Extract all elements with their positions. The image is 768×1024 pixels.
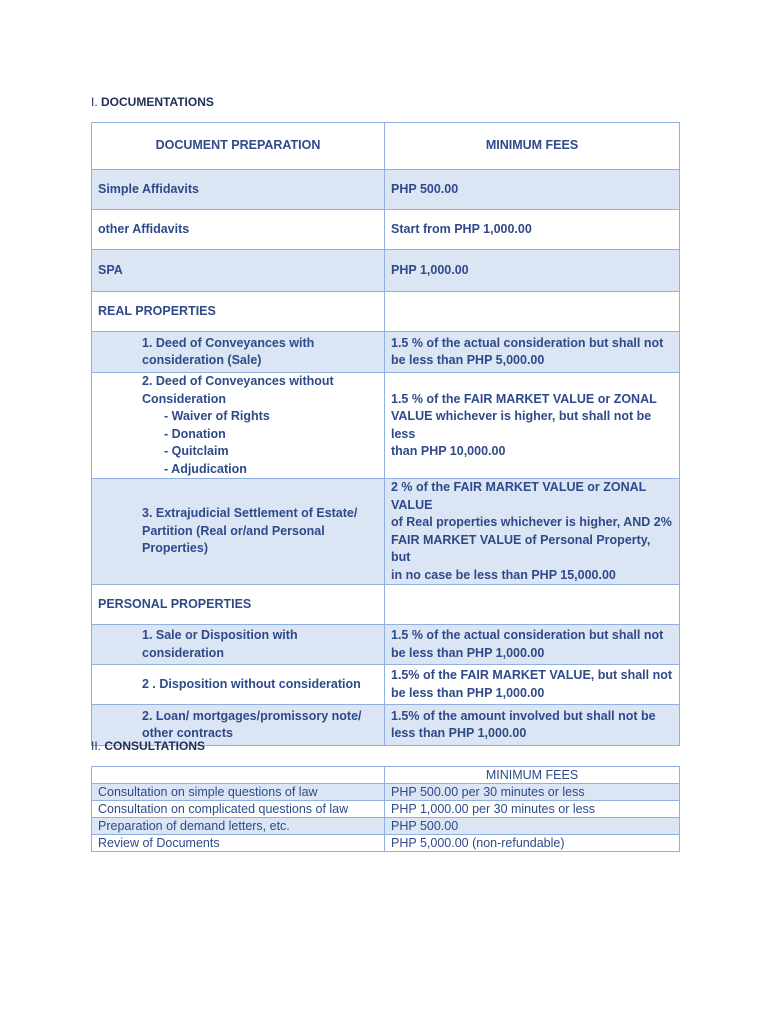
table-row <box>92 665 680 705</box>
fee-line: VALUE whichever is higher, but shall not be less <box>391 409 652 441</box>
label-line: 2. Loan/ mortgages/promissory note/ <box>142 708 362 723</box>
fee-line: 1.5 % of the FAIR MARKET VALUE or ZONAL <box>391 391 657 406</box>
row-label: Consultation on simple questions of law <box>92 784 385 801</box>
row-fee: PHP 500.00 <box>385 818 680 835</box>
sub-item: - Donation <box>164 426 226 441</box>
documentation-fees-table <box>91 122 680 746</box>
row-label: 1. Sale or Disposition with consideration <box>92 625 385 665</box>
row-label: REAL PROPERTIES <box>92 292 385 332</box>
row-fee: PHP 5,000.00 (non-refundable) <box>385 835 680 852</box>
label-line: Partition (Real or/and Personal <box>142 523 325 538</box>
row-fee <box>385 292 680 332</box>
row-label <box>92 479 385 585</box>
consultation-fees-table <box>91 766 680 852</box>
fee-line: in no case be less than PHP 15,000.00 <box>391 567 616 582</box>
section-numeral: I. <box>91 95 98 109</box>
row-fee <box>385 705 680 746</box>
section-title: DOCUMENTATIONS <box>101 95 214 109</box>
table-row <box>92 479 680 585</box>
fee-line: less than PHP 1,000.00 <box>391 726 527 740</box>
row-label: Preparation of demand letters, etc. <box>92 818 385 835</box>
row-label <box>92 332 385 373</box>
table-header-row <box>92 767 680 784</box>
sub-item: - Quitclaim <box>164 444 229 458</box>
table-row <box>92 818 680 835</box>
row-fee: PHP 1,000.00 per 30 minutes or less <box>385 801 680 818</box>
label-line: consideration (Sale) <box>142 353 262 367</box>
row-fee: Start from PHP 1,000.00 <box>385 210 680 250</box>
row-fee: PHP 1,000.00 <box>385 250 680 292</box>
table-header-row <box>92 123 680 170</box>
header-blank <box>92 767 385 784</box>
row-label: Consultation on complicated questions of law <box>92 801 385 818</box>
row-fee <box>385 373 680 479</box>
row-fee: PHP 500.00 <box>385 170 680 210</box>
table-row <box>92 835 680 852</box>
section-title: CONSULTATIONS <box>104 739 206 753</box>
fee-line: of Real properties whichever is higher, AND 2% <box>391 515 672 529</box>
sub-item: - Adjudication <box>164 461 247 476</box>
row-label: SPA <box>92 250 385 292</box>
table-row <box>92 801 680 818</box>
section-numeral: II. <box>91 739 102 753</box>
fee-line: 1.5 % of the actual consideration but shall not <box>391 628 664 642</box>
fee-line: be less than PHP 5,000.00 <box>391 353 545 367</box>
header-minimum-fees: MINIMUM FEES <box>385 767 680 784</box>
row-label: other Affidavits <box>92 210 385 250</box>
fee-line: 1.5 % of the actual consideration but shall not <box>391 335 664 350</box>
row-fee <box>385 479 680 585</box>
row-label: 2 . Disposition without consideration <box>92 665 385 705</box>
table-row <box>92 292 680 332</box>
row-label: PERSONAL PROPERTIES <box>92 585 385 625</box>
fee-line: FAIR MARKET VALUE of Personal Property, but <box>391 532 651 564</box>
row-fee: PHP 500.00 per 30 minutes or less <box>385 784 680 801</box>
row-label: Review of Documents <box>92 835 385 852</box>
row-fee <box>385 665 680 705</box>
header-document-preparation: DOCUMENT PREPARATION <box>92 123 385 170</box>
header-minimum-fees: MINIMUM FEES <box>385 123 680 170</box>
fee-line: 1.5% of the amount involved but shall not be <box>391 708 656 723</box>
section-heading-consultations <box>91 739 205 753</box>
table-row <box>92 625 680 665</box>
section-heading-documentations <box>91 95 214 109</box>
table-row <box>92 332 680 373</box>
fee-line: 2 % of the FAIR MARKET VALUE or ZONAL VALUE <box>391 480 647 512</box>
row-label <box>92 373 385 479</box>
label-line: 3. Extrajudicial Settlement of Estate/ <box>142 506 358 521</box>
table-row <box>92 585 680 625</box>
table-row <box>92 210 680 250</box>
label-line: 1. Deed of Conveyances with <box>142 335 315 350</box>
row-fee <box>385 625 680 665</box>
table-row <box>92 784 680 801</box>
row-label: Simple Affidavits <box>92 170 385 210</box>
label-line: other contracts <box>142 726 233 740</box>
table-row <box>92 373 680 479</box>
fee-line: than PHP 10,000.00 <box>391 444 506 458</box>
fee-line: 1.5% of the FAIR MARKET VALUE, but shall not <box>391 668 673 682</box>
label-line: 2. Deed of Conveyances without <box>142 374 334 388</box>
fee-line: be less than PHP 1,000.00 <box>391 685 545 700</box>
row-fee <box>385 585 680 625</box>
sub-item: - Waiver of Rights <box>164 409 270 423</box>
row-fee <box>385 332 680 373</box>
table-row <box>92 250 680 292</box>
label-line: Consideration <box>142 391 227 406</box>
table-row <box>92 170 680 210</box>
label-line: Properties) <box>142 541 208 556</box>
fee-line: be less than PHP 1,000.00 <box>391 645 545 660</box>
